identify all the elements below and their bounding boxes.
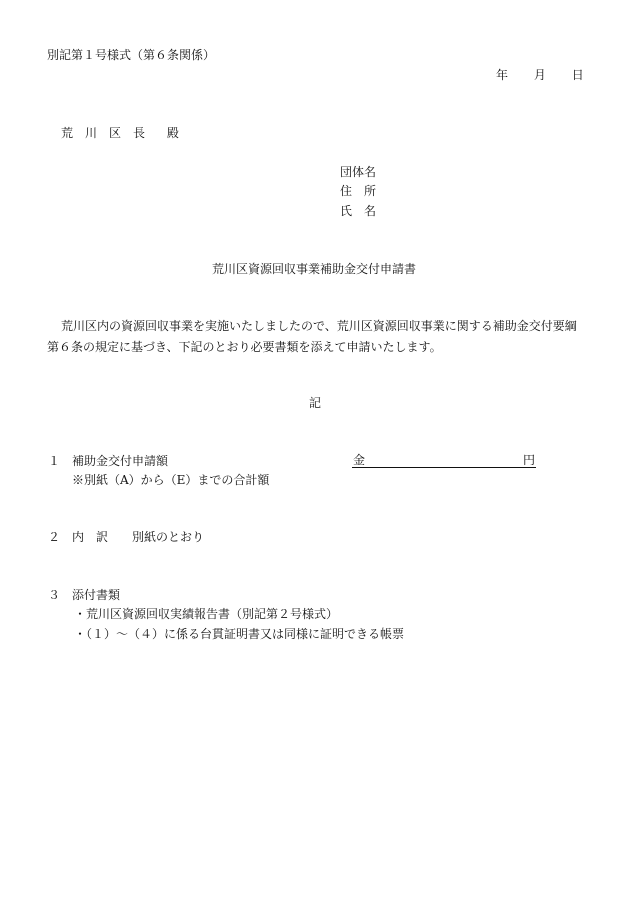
item-1-number: １ xyxy=(48,454,61,468)
applicant-group-name: 団体名 xyxy=(340,165,377,179)
body-line-2: 第６条の規定に基づき、下記のとおり必要書類を添えて申請いたします。 xyxy=(47,340,442,354)
amount-prefix: 金 xyxy=(353,453,366,467)
addressee-name: 荒 川 区 長 xyxy=(61,126,146,140)
attachment-item-1: ・荒川区資源回収実績報告書（別記第２号様式） xyxy=(74,607,339,621)
ki-heading: 記 xyxy=(309,396,322,410)
date-day: 日 xyxy=(571,68,584,82)
form-label: 別記第１号様式（第６条関係） xyxy=(47,48,216,62)
amount-field xyxy=(352,453,536,468)
item-2-number: ２ xyxy=(48,530,61,544)
item-1-note: ※別紙（A）から（E）までの合計額 xyxy=(72,473,270,487)
date-month: 月 xyxy=(533,68,546,82)
item-2-value: 別紙のとおり xyxy=(132,530,205,544)
item-1-label: 補助金交付申請額 xyxy=(72,454,169,468)
amount-suffix: 円 xyxy=(522,453,535,467)
item-3-number: ３ xyxy=(48,588,61,602)
applicant-name: 氏 名 xyxy=(340,204,377,218)
item-3-label: 添付書類 xyxy=(72,588,121,602)
date-line xyxy=(496,68,584,82)
item-2-label: 内 訳 xyxy=(72,530,109,544)
addressee-honorific: 殿 xyxy=(166,126,179,140)
document-title: 荒川区資源回収事業補助金交付申請書 xyxy=(212,262,417,276)
attachment-item-2: ・（１）～（４）に係る台貫証明書又は同様に証明できる帳票 xyxy=(74,627,405,641)
addressee xyxy=(61,126,179,140)
body-line-1: 荒川区内の資源回収事業を実施いたしましたので、荒川区資源回収事業に関する補助金交付要綱 xyxy=(61,319,577,333)
date-year: 年 xyxy=(496,68,509,82)
applicant-address: 住 所 xyxy=(340,184,377,198)
